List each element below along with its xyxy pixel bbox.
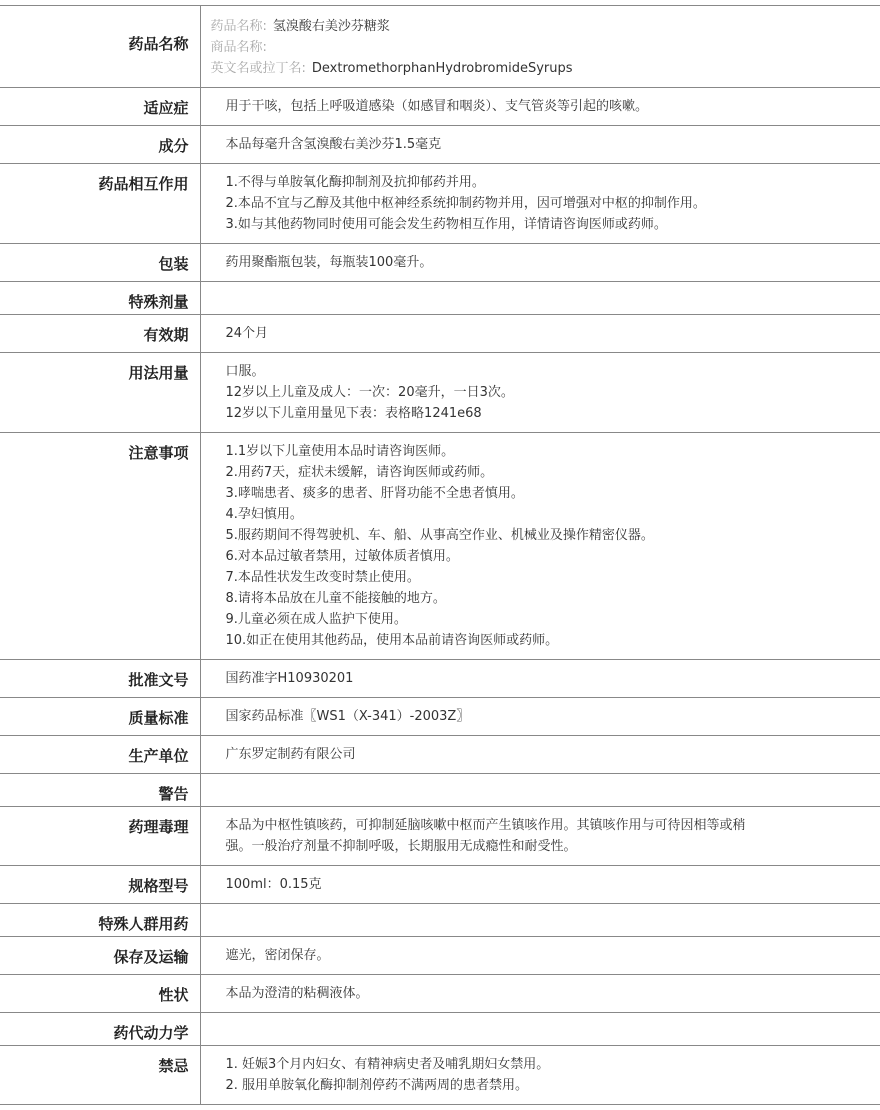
specification-row	[0, 866, 880, 904]
contraindications-row	[0, 1046, 880, 1105]
contraindications-line: 1. 妊娠3个月内妇女、有精神病史者及哺乳期妇女禁用。	[225, 1057, 550, 1072]
precautions-line: 7.本品性状发生改变时禁止使用。	[225, 570, 420, 585]
approval-number-label: 批准文号	[0, 660, 200, 698]
pharmacology-value	[200, 807, 880, 866]
generic-name-line	[211, 16, 871, 37]
approval-number-row	[0, 660, 880, 698]
quality-standard-label: 质量标准	[0, 698, 200, 736]
drug-name-values	[200, 6, 880, 88]
shelf-life-label: 有效期	[0, 315, 200, 353]
packaging-label: 包装	[0, 244, 200, 282]
english-name-value: DextromethorphanHydrobromideSyrups	[311, 61, 573, 76]
precautions-line: 1.1岁以下儿童使用本品时请咨询医师。	[225, 444, 455, 459]
approval-number-line: 国药准字H10930201	[225, 671, 354, 686]
trade-name-line	[211, 37, 871, 58]
manufacturer-line: 广东罗定制药有限公司	[225, 747, 356, 762]
shelf-life-line: 24个月	[225, 326, 269, 341]
precautions-line: 9.儿童必须在成人监护下使用。	[225, 612, 407, 627]
usage-dosage-line: 口服。	[225, 364, 265, 379]
appearance-label: 性状	[0, 975, 200, 1013]
english-name-line	[211, 58, 871, 79]
pharmacology-line: 强。一般治疗剂量不抑制呼吸，长期服用无成瘾性和耐受性。	[225, 839, 577, 854]
warning-label: 警告	[0, 774, 200, 807]
precautions-line: 8.请将本品放在儿童不能接触的地方。	[225, 591, 446, 606]
storage-row	[0, 937, 880, 975]
pharmacology-row	[0, 807, 880, 866]
indications-label: 适应症	[0, 88, 200, 126]
storage-label: 保存及运输	[0, 937, 200, 975]
contraindications-label: 禁忌	[0, 1046, 200, 1105]
pharmacology-label: 药理毒理	[0, 807, 200, 866]
precautions-line: 10.如正在使用其他药品，使用本品前请咨询医师或药师。	[225, 633, 559, 648]
pharmacology-line: 本品为中枢性镇咳药，可抑制延脑咳嗽中枢而产生镇咳作用。其镇咳作用与可待因相等或稍	[225, 818, 746, 833]
generic-name-value: 氢溴酸右美沙芬糖浆	[272, 19, 390, 34]
interactions-row	[0, 164, 880, 244]
precautions-label: 注意事项	[0, 433, 200, 660]
usage-dosage-line: 12岁以下儿童用量见下表：表格略1241e68	[225, 406, 482, 421]
trade-name-key: 商品名称:	[210, 40, 267, 55]
drug-name-label: 药品名称	[0, 6, 200, 88]
composition-row	[0, 126, 880, 164]
precautions-value	[200, 433, 880, 660]
appearance-line: 本品为澄清的粘稠液体。	[225, 986, 369, 1001]
contraindications-line: 2. 服用单胺氧化酶抑制剂停药不满两周的患者禁用。	[225, 1078, 529, 1093]
warning-value	[200, 774, 880, 807]
precautions-line: 5.服药期间不得驾驶机、车、船、从事高空作业、机械业及操作精密仪器。	[225, 528, 654, 543]
shelf-life-value	[200, 315, 880, 353]
quality-standard-value	[200, 698, 880, 736]
interactions-label: 药品相互作用	[0, 164, 200, 244]
quality-standard-row	[0, 698, 880, 736]
specification-value	[200, 866, 880, 904]
usage-dosage-row	[0, 353, 880, 433]
pharmacokinetics-value	[200, 1013, 880, 1046]
composition-line: 本品每毫升含氢溴酸右美沙芬1.5毫克	[225, 137, 442, 152]
indications-row	[0, 88, 880, 126]
usage-dosage-value	[200, 353, 880, 433]
contraindications-value	[200, 1046, 880, 1105]
appearance-value	[200, 975, 880, 1013]
drug-info-table	[0, 5, 880, 1105]
english-name-key: 英文名或拉丁名:	[210, 61, 306, 76]
usage-dosage-line: 12岁以上儿童及成人：一次：20毫升，一日3次。	[225, 385, 514, 400]
quality-standard-line: 国家药品标准〖WS1（X-341）-2003Z〗	[225, 709, 470, 724]
specification-line: 100ml：0.15克	[225, 877, 322, 892]
pharmacokinetics-label: 药代动力学	[0, 1013, 200, 1046]
indications-line: 用于干咳，包括上呼吸道感染（如感冒和咽炎）、支气管炎等引起的咳嗽。	[225, 99, 649, 114]
indications-value	[200, 88, 880, 126]
special-dosage-label: 特殊剂量	[0, 282, 200, 315]
special-populations-label: 特殊人群用药	[0, 904, 200, 937]
packaging-value	[200, 244, 880, 282]
special-populations-value	[200, 904, 880, 937]
approval-number-value	[200, 660, 880, 698]
precautions-line: 3.哮喘患者、痰多的患者、肝肾功能不全患者慎用。	[225, 486, 524, 501]
storage-line: 遮光，密闭保存。	[225, 948, 330, 963]
shelf-life-row	[0, 315, 880, 353]
precautions-row	[0, 433, 880, 660]
generic-name-key: 药品名称:	[210, 19, 267, 34]
interactions-line: 1.不得与单胺氧化酶抑制剂及抗抑郁药并用。	[225, 175, 485, 190]
manufacturer-row	[0, 736, 880, 774]
interactions-line: 2.本品不宜与乙醇及其他中枢神经系统抑制药物并用，因可增强对中枢的抑制作用。	[225, 196, 706, 211]
special-dosage-row	[0, 282, 880, 315]
drug-name-row	[0, 6, 880, 88]
manufacturer-label: 生产单位	[0, 736, 200, 774]
special-dosage-value	[200, 282, 880, 315]
interactions-line: 3.如与其他药物同时使用可能会发生药物相互作用，详情请咨询医师或药师。	[225, 217, 667, 232]
precautions-line: 4.孕妇慎用。	[225, 507, 303, 522]
packaging-line: 药用聚酯瓶包装，每瓶装100毫升。	[225, 255, 433, 270]
manufacturer-value	[200, 736, 880, 774]
pharmacokinetics-row	[0, 1013, 880, 1046]
precautions-line: 2.用药7天，症状未缓解，请咨询医师或药师。	[225, 465, 494, 480]
precautions-line: 6.对本品过敏者禁用，过敏体质者慎用。	[225, 549, 459, 564]
special-populations-row	[0, 904, 880, 937]
warning-row	[0, 774, 880, 807]
appearance-row	[0, 975, 880, 1013]
packaging-row	[0, 244, 880, 282]
storage-value	[200, 937, 880, 975]
usage-dosage-label: 用法用量	[0, 353, 200, 433]
specification-label: 规格型号	[0, 866, 200, 904]
composition-label: 成分	[0, 126, 200, 164]
composition-value	[200, 126, 880, 164]
interactions-value	[200, 164, 880, 244]
